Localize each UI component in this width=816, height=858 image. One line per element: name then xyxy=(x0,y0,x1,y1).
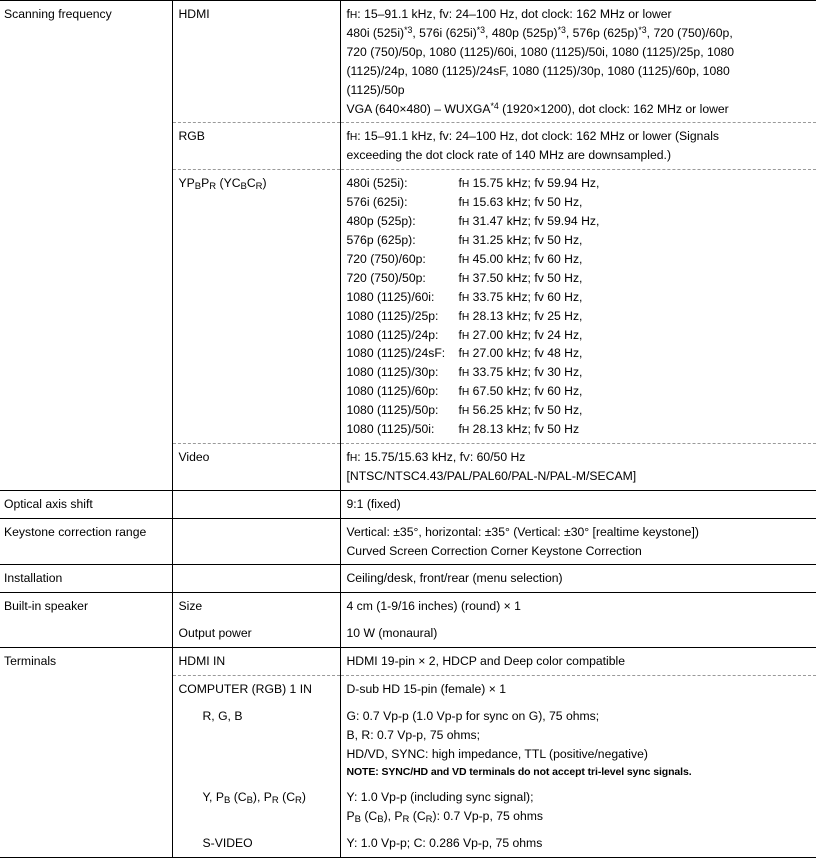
ypbpr-value: fH 56.25 kHz; fv 50 Hz, xyxy=(459,401,809,420)
row-sublabel-y-pb-pr: Y, $P_B$ $(C_B)$, $P_R$ $(C_R)$ xyxy=(173,784,340,811)
ypbpr-value: fH 33.75 kHz; fv 60 Hz, xyxy=(459,288,809,307)
ypbpr-key: 576i (625i): xyxy=(347,193,459,212)
hdmi-in-value: HDMI 19-pin × 2, HDCP and Deep color compatible xyxy=(341,648,816,675)
video-values xyxy=(341,444,816,490)
y-pb-pr-line-2: $P_B$ $(C_B)$, $P_R$ $(C_R)$: 0.7 Vp-p, 75 ohms xyxy=(347,807,809,826)
ypbpr-pair xyxy=(347,231,809,250)
row-label-optical-axis-shift: Optical axis shift xyxy=(0,491,172,518)
hdmi-line-3: 720 (750)/50p, 1080 (1125)/60i, 1080 (1125)/50i, 1080 (1125)/25p, 1080 xyxy=(347,43,809,62)
speaker-size-value: 4 cm (1-9/16 inches) (round) × 1 xyxy=(341,593,816,620)
ypbpr-pair xyxy=(347,382,809,401)
ypbpr-pair xyxy=(347,401,809,420)
ypbpr-key: 1080 (1125)/50i: xyxy=(347,420,459,439)
ypbpr-pair xyxy=(347,307,809,326)
keystone-line-1: Vertical: ±35°, horizontal: ±35° (Vertical: ±30° [realtime keystone]) xyxy=(347,523,809,542)
row-sublabel-rgb: RGB xyxy=(173,123,340,150)
ypbpr-key: 1080 (1125)/50p: xyxy=(347,401,459,420)
row-sublabel-r-g-b: R, G, B xyxy=(173,703,340,730)
table-row xyxy=(0,490,816,518)
installation-value: Ceiling/desk, front/rear (menu selection) xyxy=(341,565,816,592)
ypbpr-value: fH 33.75 kHz; fv 30 Hz, xyxy=(459,363,809,382)
ypbpr-value: fH 27.00 kHz; fv 48 Hz, xyxy=(459,344,809,363)
table-row xyxy=(0,593,816,620)
ypbpr-value: fH 67.50 kHz; fv 60 Hz, xyxy=(459,382,809,401)
ypbpr-key: 1080 (1125)/60i: xyxy=(347,288,459,307)
ypbpr-pair xyxy=(347,288,809,307)
speaker-output-power-value: 10 W (monaural) xyxy=(341,620,816,647)
hdmi-values xyxy=(341,1,816,122)
row-label-terminals: Terminals xyxy=(0,648,172,675)
ypbpr-value: fH 28.13 kHz; fv 25 Hz, xyxy=(459,307,809,326)
ypbpr-value: fH 28.13 kHz; fv 50 Hz xyxy=(459,420,809,439)
row-sublabel-video: Video xyxy=(173,444,340,471)
ypbpr-key: 1080 (1125)/60p: xyxy=(347,382,459,401)
row-sublabel-speaker-size: Size xyxy=(173,593,340,620)
rgb-values xyxy=(341,123,816,169)
hdmi-line-2: 480i $(525i)^{*3}$, 576i $(625i)^{*3}$, 480p $(525p)^{*3}$, 576p $(625p)^{*3}$, 720 (750)/60p, xyxy=(347,24,809,43)
ypbpr-pair xyxy=(347,363,809,382)
ypbpr-pair xyxy=(347,326,809,345)
row-sublabel-s-video: S-VIDEO xyxy=(173,830,340,857)
ypbpr-pair xyxy=(347,420,809,439)
ypbpr-pair xyxy=(347,250,809,269)
rgb-terminal-line-3: HD/VD, SYNC: high impedance, TTL (positive/negative) xyxy=(347,745,809,764)
row-sublabel-speaker-output-power: Output power xyxy=(173,620,340,647)
r-g-b-values xyxy=(341,703,816,784)
ypbpr-key: 1080 (1125)/24p: xyxy=(347,326,459,345)
keystone-line-2: Curved Screen Correction Corner Keystone Correction xyxy=(347,542,809,561)
ypbpr-value: fH 27.00 kHz; fv 24 Hz, xyxy=(459,326,809,345)
keystone-values xyxy=(341,519,816,565)
ypbpr-values xyxy=(341,170,816,443)
ypbpr-value: fH 15.75 kHz; fv 59.94 Hz, xyxy=(459,174,809,193)
row-sublabel-hdmi: HDMI xyxy=(173,1,340,28)
ypbpr-value: fH 15.63 kHz; fv 50 Hz, xyxy=(459,193,809,212)
row-sublabel-hdmi-in: HDMI IN xyxy=(173,648,340,675)
ypbpr-value: fH 45.00 kHz; fv 60 Hz, xyxy=(459,250,809,269)
rgb-line-1: fH: 15–91.1 kHz, fv: 24–100 Hz, dot clock: 162 MHz or lower (Signals xyxy=(347,127,809,146)
hdmi-line-5: (1125)/50p xyxy=(347,81,809,100)
s-video-value: Y: 1.0 Vp-p; C: 0.286 Vp-p, 75 ohms xyxy=(341,830,816,857)
ypbpr-value: fH 31.25 kHz; fv 50 Hz, xyxy=(459,231,809,250)
computer-rgb-1-in-value: D-sub HD 15-pin (female) × 1 xyxy=(341,676,816,703)
ypbpr-key: 576p (625p): xyxy=(347,231,459,250)
ypbpr-key: 480i (525i): xyxy=(347,174,459,193)
ypbpr-pair xyxy=(347,344,809,363)
ypbpr-key: 480p (525p): xyxy=(347,212,459,231)
table-row xyxy=(0,648,816,676)
row-sublabel-ypbpr: $YP_BP_R$ $(YC_BC_R)$ xyxy=(173,170,340,197)
ypbpr-pair xyxy=(347,212,809,231)
ypbpr-key: 1080 (1125)/24sF: xyxy=(347,344,459,363)
row-sublabel-computer-rgb-1-in: COMPUTER (RGB) 1 IN xyxy=(173,676,340,703)
ypbpr-pair xyxy=(347,269,809,288)
ypbpr-value: fH 37.50 kHz; fv 50 Hz, xyxy=(459,269,809,288)
hdmi-line-6: VGA (640×480) – WUXGA$^{*4}$ (1920×1200), dot clock: 162 MHz or lower xyxy=(347,100,809,119)
rgb-terminal-line-2: B, R: 0.7 Vp-p, 75 ohms; xyxy=(347,726,809,745)
table-row xyxy=(0,565,816,593)
y-pb-pr-values xyxy=(341,784,816,830)
ypbpr-pair xyxy=(347,193,809,212)
y-pb-pr-line-1: Y: 1.0 Vp-p (including sync signal); xyxy=(347,788,809,807)
row-label-keystone: Keystone correction range xyxy=(0,519,172,546)
row-label-built-in-speaker: Built-in speaker xyxy=(0,593,172,620)
rgb-terminal-note: NOTE: SYNC/HD and VD terminals do not accept tri-level sync signals. xyxy=(347,764,809,780)
hdmi-line-1: fH: 15–91.1 kHz, fv: 24–100 Hz, dot clock: 162 MHz or lower xyxy=(347,5,809,24)
ypbpr-pair xyxy=(347,174,809,193)
ypbpr-key: 720 (750)/60p: xyxy=(347,250,459,269)
rgb-line-2: exceeding the dot clock rate of 140 MHz are downsampled.) xyxy=(347,146,809,165)
row-label-scanning-frequency: Scanning frequency xyxy=(0,1,172,28)
ypbpr-key: 1080 (1125)/30p: xyxy=(347,363,459,382)
row-label-installation: Installation xyxy=(0,565,172,592)
rgb-terminal-line-1: G: 0.7 Vp-p (1.0 Vp-p for sync on G), 75 ohms; xyxy=(347,707,809,726)
optical-axis-shift-value: 9:1 (fixed) xyxy=(341,491,816,518)
ypbpr-value: fH 31.47 kHz; fv 59.94 Hz, xyxy=(459,212,809,231)
ypbpr-key: 720 (750)/50p: xyxy=(347,269,459,288)
hdmi-line-4: (1125)/24p, 1080 (1125)/24sF, 1080 (1125)/30p, 1080 (1125)/60p, 1080 xyxy=(347,62,809,81)
table-row xyxy=(0,1,816,123)
video-line-1: fH: 15.75/15.63 kHz, fV: 60/50 Hz xyxy=(347,448,809,467)
table-row xyxy=(0,518,816,565)
video-line-2: [NTSC/NTSC4.43/PAL/PAL60/PAL-N/PAL-M/SECAM] xyxy=(347,467,809,486)
ypbpr-key: 1080 (1125)/25p: xyxy=(347,307,459,326)
